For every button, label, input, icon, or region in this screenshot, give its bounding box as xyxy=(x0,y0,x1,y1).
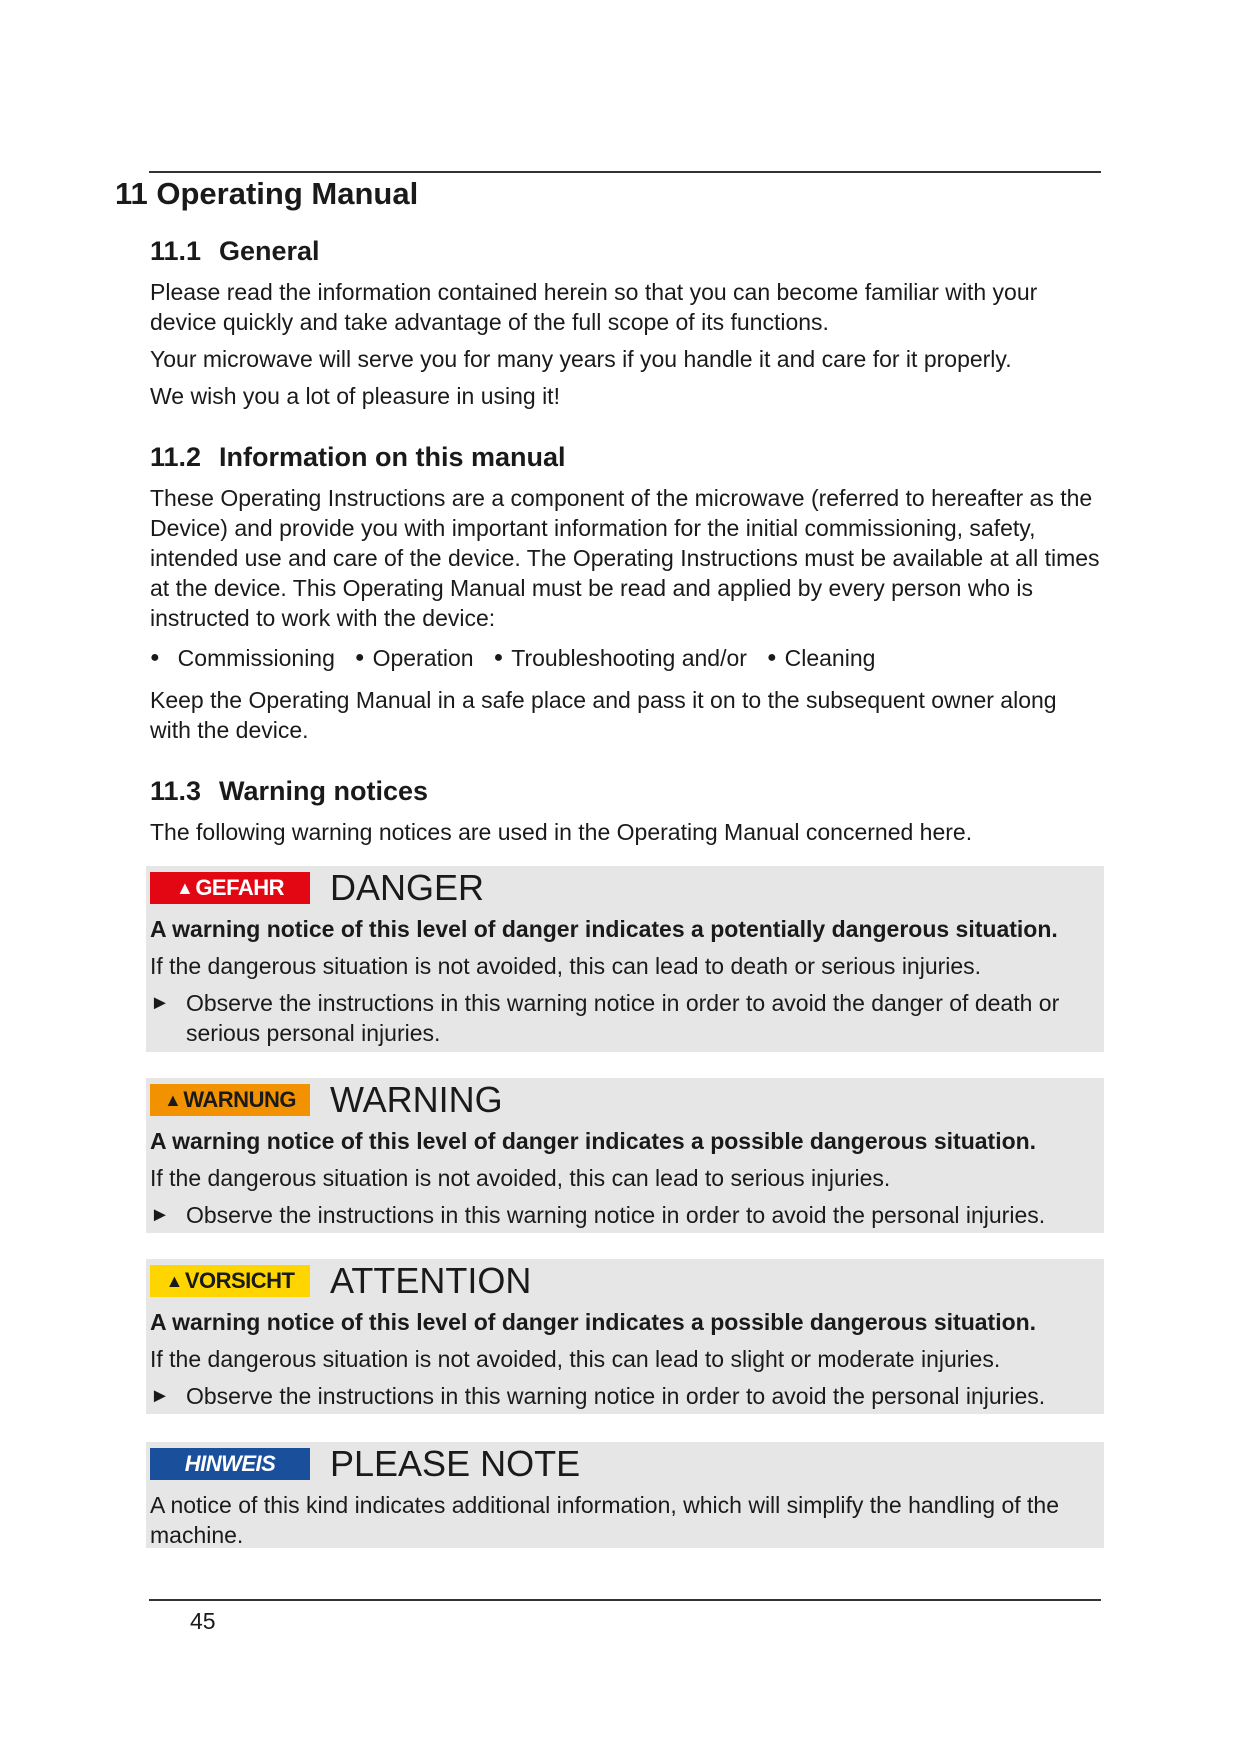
notice-instruction xyxy=(150,988,1104,1048)
notice-text: If the dangerous situation is not avoided, this can lead to serious injuries. xyxy=(150,1165,891,1191)
section-heading xyxy=(150,776,1100,807)
warning-triangle-icon: ▲ xyxy=(175,877,194,898)
gefahr-label xyxy=(150,872,310,904)
arrow-right-icon: ► xyxy=(150,1385,170,1407)
paragraph: Your microwave will serve you for many years if you handle it and care for it properly. xyxy=(150,346,1012,372)
label-text: VORSICHT xyxy=(184,1268,295,1293)
please-note-notice xyxy=(146,1442,1104,1548)
bullet-icon: ● xyxy=(354,649,365,666)
page-number: 45 xyxy=(190,1608,216,1634)
section-title: Information on this manual xyxy=(219,442,566,472)
paragraph: These Operating Instructions are a component of the microwave (referred to hereafter as the Device) and provide you with important information for the initial commissioning, safety, intended use and care of the device. The Operating Instructions must be available at all times at the device. This Operating Manual must be read and applied by every person who is instructed to work with the device: xyxy=(150,485,1100,631)
list-item-label: Troubleshooting and/or xyxy=(511,645,747,671)
notice-bold-text: A warning notice of this level of danger indicates a possible dangerous situation. xyxy=(150,1309,1037,1335)
notice-bold-text: A warning notice of this level of danger indicates a potentially dangerous situation. xyxy=(150,916,1058,942)
task-list xyxy=(150,643,1100,673)
notice-text: A notice of this kind indicates additional information, which will simplify the handling of the machine. xyxy=(150,1492,1059,1548)
paragraph: The following warning notices are used in the Operating Manual concerned here. xyxy=(150,819,973,845)
attention-notice xyxy=(146,1259,1104,1414)
warning-triangle-icon: ▲ xyxy=(165,1270,183,1291)
section-information xyxy=(150,442,1100,745)
notice-header xyxy=(150,1078,1104,1122)
header-rule xyxy=(149,171,1101,173)
list-item-label: Commissioning xyxy=(177,645,335,671)
notice-title: DANGER xyxy=(330,867,485,908)
chapter-title: 11 Operating Manual xyxy=(115,176,419,211)
instruction-text: Observe the instructions in this warning notice in order to avoid the personal injuries. xyxy=(186,1383,1046,1409)
section-title: Warning notices xyxy=(219,776,429,806)
bullet-icon: ● xyxy=(493,649,504,666)
bullet-icon: ● xyxy=(766,649,777,666)
arrow-right-icon: ► xyxy=(150,992,170,1014)
notice-header xyxy=(150,866,1104,910)
notice-instruction xyxy=(150,1200,1104,1230)
arrow-right-icon: ► xyxy=(150,1204,170,1226)
notice-title: PLEASE NOTE xyxy=(330,1443,581,1484)
notice-title: WARNING xyxy=(330,1079,503,1120)
section-heading xyxy=(150,442,1100,473)
instruction-text: Observe the instructions in this warning notice in order to avoid the personal injuries. xyxy=(186,1202,1046,1228)
list-item-label: Operation xyxy=(372,645,474,671)
warnung-label xyxy=(150,1084,310,1116)
paragraph: We wish you a lot of pleasure in using it! xyxy=(150,383,560,409)
notice-text: If the dangerous situation is not avoided, this can lead to death or serious injuries. xyxy=(150,953,982,979)
warning-notice xyxy=(146,1078,1104,1233)
section-heading xyxy=(150,236,1100,267)
list-item xyxy=(767,643,875,673)
label-text: GEFAHR xyxy=(195,875,284,900)
section-number: 11.2 xyxy=(150,442,202,472)
vorsicht-label xyxy=(150,1265,310,1297)
notice-bold-text: A warning notice of this level of danger indicates a possible dangerous situation. xyxy=(150,1128,1037,1154)
section-title: General xyxy=(219,236,320,266)
hinweis-label: HINWEIS xyxy=(150,1448,310,1480)
danger-notice xyxy=(146,866,1104,1052)
section-number: 11.1 xyxy=(150,236,202,266)
notice-title: ATTENTION xyxy=(330,1260,532,1301)
footer-rule xyxy=(149,1599,1101,1601)
notice-header xyxy=(150,1259,1104,1303)
bullet-icon: ● xyxy=(150,649,160,666)
notice-text: If the dangerous situation is not avoided, this can lead to slight or moderate injuries. xyxy=(150,1346,1001,1372)
section-warning-notices xyxy=(150,776,1100,847)
notice-header xyxy=(150,1442,1104,1486)
section-number: 11.3 xyxy=(150,776,202,806)
list-item xyxy=(355,643,474,673)
paragraph: Keep the Operating Manual in a safe place and pass it on to the subsequent owner along with the device. xyxy=(150,687,1057,743)
list-item xyxy=(150,643,335,673)
section-general xyxy=(150,236,1100,418)
list-item-label: Cleaning xyxy=(784,645,876,671)
instruction-text: Observe the instructions in this warning notice in order to avoid the danger of death or serious personal injuries. xyxy=(186,990,1060,1046)
list-item xyxy=(494,643,747,673)
paragraph: Please read the information contained herein so that you can become familiar with your device quickly and take advantage of the full scope of its functions. xyxy=(150,279,1038,335)
notice-instruction xyxy=(150,1381,1104,1411)
label-text: WARNUNG xyxy=(183,1087,296,1112)
warning-triangle-icon: ▲ xyxy=(164,1089,182,1110)
